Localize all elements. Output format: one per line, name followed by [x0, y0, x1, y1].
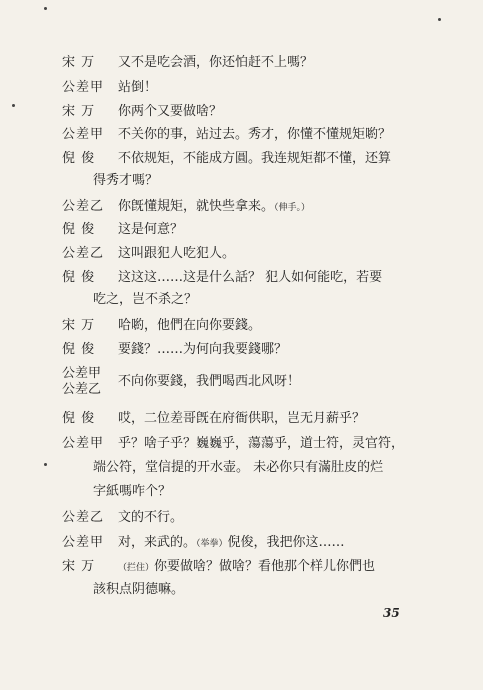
- dialogue-text: 你旣懂規矩，就快些拿来。: [118, 199, 275, 214]
- dialogue-line: [62, 510, 183, 526]
- speaker: 倪 俊: [62, 222, 96, 237]
- dialogue-continuation: 字紙嗎咋个？: [93, 484, 172, 499]
- speaker: 倪 俊: [62, 411, 96, 426]
- dialogue-text: 要錢？……为何向我要錢哪？: [118, 342, 288, 357]
- speaker: 宋 万: [62, 104, 96, 119]
- speaker: 宋 万: [62, 55, 96, 70]
- dialogue-line: [62, 151, 391, 167]
- page-number: 35: [383, 606, 400, 620]
- dialogue-continuation: 得秀才嗎？: [93, 173, 159, 188]
- dialogue-text: 文的不行。: [118, 510, 184, 525]
- dialogue-text: 哈喲，他們在向你要錢。: [118, 318, 262, 333]
- dialogue-text: 倪俊，我把你这……: [227, 535, 345, 550]
- dialogue-line: [62, 80, 157, 96]
- speaker: 公差甲: [62, 127, 105, 142]
- speaker: 公差乙: [62, 382, 102, 397]
- dialogue-text: 这这这……这是什么話？ 犯人如何能吃，若要: [118, 270, 383, 285]
- dialogue-text: 你两个又要做啥？: [118, 104, 223, 119]
- dialogue-text: 这是何意？: [118, 222, 184, 237]
- stage-direction: （拦住）: [118, 563, 155, 573]
- dialogue-line: [62, 127, 391, 143]
- dialogue-text: 乎？啥子乎？巍巍乎，蕩蕩乎，道士符，灵官符，: [118, 436, 405, 451]
- dialogue-text: 站倒！: [118, 80, 158, 95]
- dialogue-line: [62, 559, 375, 576]
- dialogue-text: 你要做啥？做啥？看他那个样儿你們也: [154, 559, 376, 574]
- dialogue-text: 对，来武的。: [118, 535, 197, 550]
- dialogue-line: [62, 222, 183, 238]
- dialogue-text: 不关你的事，站过去。秀才，你懂不懂规矩喲？: [118, 127, 392, 142]
- speaker: 公差乙: [62, 510, 105, 525]
- dialogue-line: [62, 411, 365, 427]
- dialogue-text: 又不是吃会酒，你还怕赶不上嗎？: [118, 55, 314, 70]
- dialogue-continuation: 該积点阴德嘛。: [93, 582, 185, 597]
- dialogue-text: 不依规矩，不能成方圓。我连规矩都不懂，还算: [118, 151, 392, 166]
- dialogue-line: [62, 535, 345, 552]
- dialogue-continuation: 端公符，堂信提的开水壶。 未必你只有滿肚皮的烂: [93, 460, 384, 475]
- dialogue-line: [62, 436, 404, 452]
- dialogue-text: 哎，二位差哥旣在府衙供职，岂无月薪乎？: [118, 411, 366, 426]
- dialogue-line: [62, 270, 382, 286]
- dialogue-line: [62, 199, 310, 216]
- stage-direction: （伸手。）: [274, 203, 311, 213]
- speaker: 公差甲: [62, 80, 105, 95]
- dialogue-line: [62, 318, 261, 334]
- dialogue-line-dual-speaker: [62, 366, 300, 398]
- stage-direction: （举拳）: [196, 539, 228, 549]
- paper-speck: [438, 18, 441, 21]
- speaker: 公差甲: [62, 436, 105, 451]
- speaker: 公差甲: [62, 535, 105, 550]
- dialogue-line: [62, 342, 287, 358]
- speaker: 宋 万: [62, 318, 96, 333]
- speaker: 倪 俊: [62, 270, 96, 285]
- dialogue-text: 这叫跟犯人吃犯人。: [118, 246, 236, 261]
- speaker-pair: [62, 366, 118, 398]
- dialogue-line: [62, 104, 222, 120]
- paper-speck: [12, 104, 15, 107]
- speaker: 公差乙: [62, 199, 105, 214]
- dialogue-line: [62, 246, 235, 262]
- speaker: 倪 俊: [62, 151, 96, 166]
- dialogue-continuation: 吃之，岂不杀之？: [93, 292, 198, 307]
- paper-speck: [44, 463, 47, 466]
- speaker: 宋 万: [62, 559, 96, 574]
- speaker: 倪 俊: [62, 342, 96, 357]
- paper-speck: [44, 7, 47, 10]
- dialogue-line: [62, 55, 313, 71]
- speaker: 公差甲: [62, 366, 102, 381]
- dialogue-text: 不向你要錢，我們喝西北风呀！: [118, 374, 301, 389]
- speaker: 公差乙: [62, 246, 105, 261]
